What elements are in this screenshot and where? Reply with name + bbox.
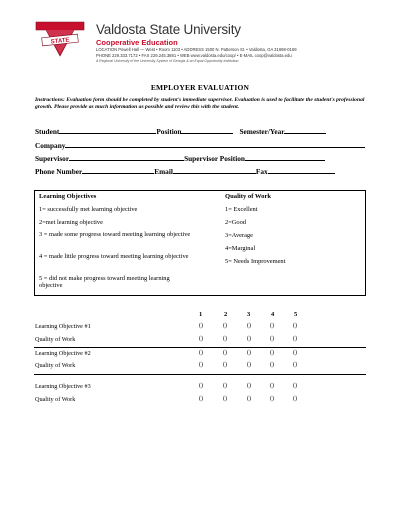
form-title: EMPLOYER EVALUATION — [150, 83, 250, 92]
learning-objectives-header: Learning Objectives — [39, 193, 97, 200]
rating-row-label: Quality of Work — [35, 362, 76, 369]
field-row-2 — [35, 141, 365, 150]
column-4-header: 4 — [271, 311, 275, 318]
instructions: Instructions: Evaluation form should be completed by student's immediate supervisor. Evaluation is used to facilitate the student's professional growth. Please provide as much information as possible and review this with the student. — [35, 97, 365, 110]
rating-option-4[interactable]: () — [270, 350, 274, 356]
semester-label: Semester/Year — [239, 127, 285, 136]
supervisor-field[interactable] — [69, 154, 184, 161]
learning-item: 5 = did not make progress toward meeting learning objective — [39, 275, 170, 289]
position-label: Position — [156, 127, 182, 136]
rating-option-5[interactable]: () — [293, 362, 297, 368]
supervisor-label: Supervisor — [35, 154, 70, 163]
quality-item: 4=Marginal — [225, 245, 256, 252]
phone-label: Phone Number — [35, 167, 83, 176]
rating-option-3[interactable]: () — [247, 383, 251, 389]
column-5-header: 5 — [294, 311, 298, 318]
rating-option-5[interactable]: () — [293, 396, 297, 402]
department-name: Cooperative Education — [96, 38, 178, 47]
learning-item: 3 = made some progress toward meeting learning objective — [39, 231, 191, 238]
supervisor-position-field[interactable] — [245, 154, 325, 161]
rating-option-4[interactable]: () — [270, 362, 274, 368]
quality-item: 5= Needs Improvement — [225, 258, 286, 265]
learning-item: 2=met learning objective — [39, 219, 103, 226]
learning-item: 4 = made little progress toward meeting learning objective — [39, 253, 189, 260]
column-2-header: 2 — [224, 311, 228, 318]
contact-line: PHONE 229.333.7172 • FAX 229.245.3881 • WEB www.valdosta.edu/coop/ • E-MAIL coop@valdosta.edu — [96, 53, 292, 58]
rating-option-3[interactable]: () — [247, 396, 251, 402]
university-name: Valdosta State University — [96, 22, 241, 37]
rating-row-label: Quality of Work — [35, 336, 76, 343]
divider — [34, 347, 366, 348]
semester-field[interactable] — [284, 127, 326, 134]
rating-option-1[interactable]: () — [199, 336, 203, 342]
learning-item: 1= successfully met learning objective — [39, 206, 138, 213]
rating-option-1[interactable]: () — [199, 323, 203, 329]
email-label: Email — [154, 167, 173, 176]
rating-option-4[interactable]: () — [270, 383, 274, 389]
rating-option-5[interactable]: () — [293, 383, 297, 389]
rating-option-2[interactable]: () — [223, 383, 227, 389]
vsu-logo — [34, 20, 86, 60]
rating-option-3[interactable]: () — [247, 350, 251, 356]
rating-option-4[interactable]: () — [270, 323, 274, 329]
rating-option-1[interactable]: () — [199, 383, 203, 389]
rating-option-5[interactable]: () — [293, 336, 297, 342]
quality-item: 2=Good — [225, 219, 247, 226]
rating-option-2[interactable]: () — [223, 350, 227, 356]
field-row-3 — [35, 154, 325, 163]
rating-option-1[interactable]: () — [199, 396, 203, 402]
rating-option-1[interactable]: () — [199, 362, 203, 368]
column-3-header: 3 — [247, 311, 251, 318]
tagline: A Regional University of the University System of Georgia & an Equal Opportunity Institution — [96, 59, 239, 63]
rating-option-3[interactable]: () — [247, 323, 251, 329]
rating-option-2[interactable]: () — [223, 396, 227, 402]
column-1-header: 1 — [199, 311, 203, 318]
rating-row-label: Learning Objective #2 — [35, 350, 91, 357]
email-field[interactable] — [173, 167, 256, 174]
phone-field[interactable] — [82, 167, 154, 174]
rating-option-5[interactable]: () — [293, 323, 297, 329]
rating-row-label: Quality of Work — [35, 396, 76, 403]
logo-text: STATE — [50, 37, 70, 46]
rating-option-3[interactable]: () — [247, 362, 251, 368]
quality-item: 3=Average — [225, 232, 253, 239]
supervisor-position-label: Supervisor Position — [184, 154, 245, 163]
rating-option-2[interactable]: () — [223, 323, 227, 329]
student-field[interactable] — [59, 127, 156, 134]
position-field[interactable] — [181, 127, 233, 134]
rating-option-5[interactable]: () — [293, 350, 297, 356]
quality-item: 1= Excellent — [225, 206, 258, 213]
fax-field[interactable] — [268, 167, 335, 174]
company-label: Company — [35, 141, 66, 150]
student-label: Student — [35, 127, 60, 136]
rating-option-4[interactable]: () — [270, 336, 274, 342]
rating-option-2[interactable]: () — [223, 336, 227, 342]
rating-row-label: Learning Objective #1 — [35, 323, 91, 330]
rating-option-3[interactable]: () — [247, 336, 251, 342]
field-row-4 — [35, 167, 335, 176]
address-line: LOCATION Powell Hall — West • Room 1103 • ADDRESS 1500 N. Patterson St. • Valdosta, GA 31698-0169 — [96, 47, 297, 52]
quality-of-work-header: Quality of Work — [225, 193, 272, 200]
rating-option-4[interactable]: () — [270, 396, 274, 402]
field-row-1 — [35, 127, 326, 136]
rating-row-label: Learning Objective #3 — [35, 383, 91, 390]
fax-label: Fax — [255, 167, 268, 176]
rating-option-2[interactable]: () — [223, 362, 227, 368]
company-field[interactable] — [65, 141, 365, 148]
rating-option-1[interactable]: () — [199, 350, 203, 356]
divider — [34, 374, 366, 375]
